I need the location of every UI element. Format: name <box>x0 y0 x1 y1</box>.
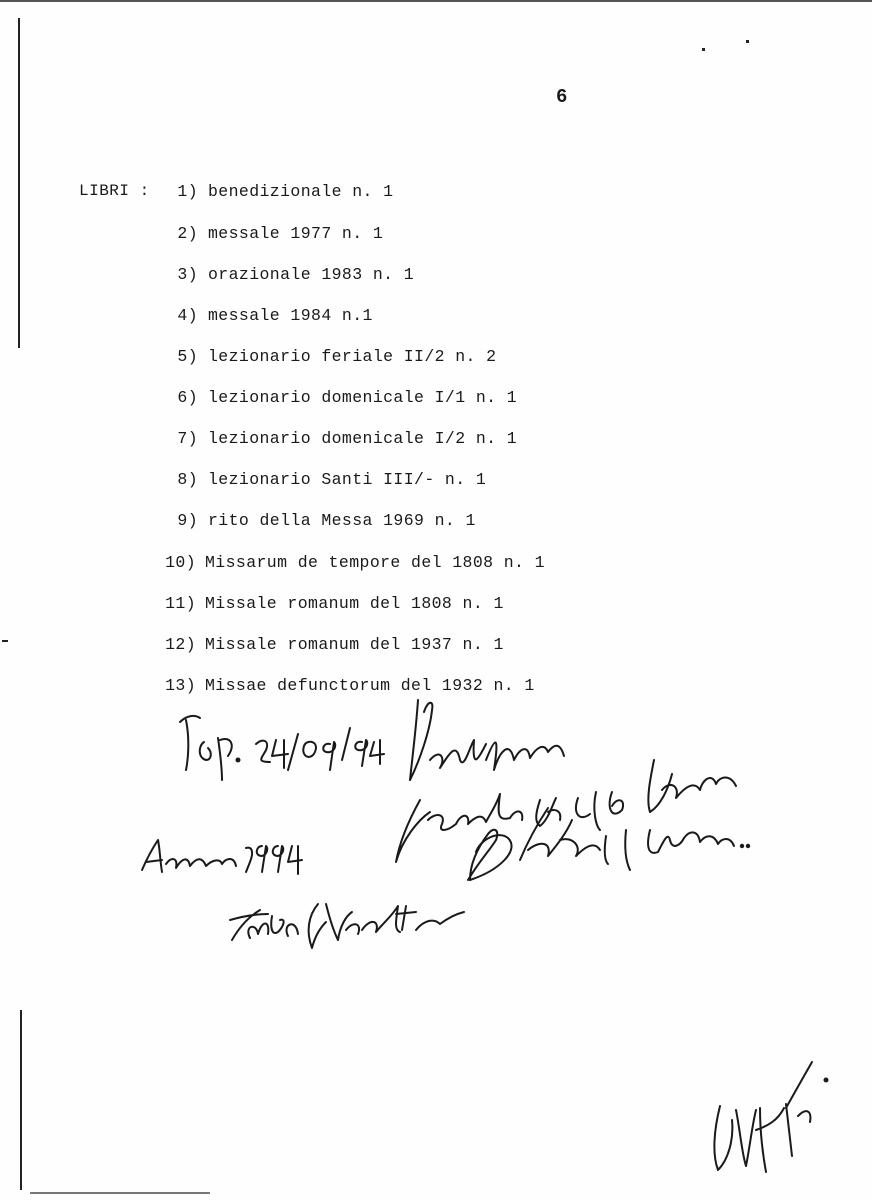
item-text: lezionario Santi III/- n. 1 <box>208 470 487 489</box>
item-text: orazionale 1983 n. 1 <box>208 265 415 284</box>
handwritten-signature <box>396 700 736 862</box>
scan-edge-line <box>20 1010 22 1190</box>
item-number: 1) <box>177 182 198 201</box>
section-label: LIBRI : <box>79 182 150 200</box>
scan-bottom-line <box>30 1192 210 1194</box>
item-text: Missarum de tempore del 1808 n. 1 <box>205 553 545 572</box>
item-number: 2) <box>177 224 198 243</box>
item-number: 10) <box>165 553 196 572</box>
item-number: 8) <box>177 470 198 489</box>
scan-top-line <box>0 0 872 2</box>
item-number: 12) <box>165 635 196 654</box>
item-text: Missale romanum del 1808 n. 1 <box>205 594 504 613</box>
item-text: lezionario domenicale I/2 n. 1 <box>208 429 518 448</box>
handwritten-initials <box>714 1062 827 1172</box>
page-number: 6 <box>556 86 568 108</box>
handwritten-year-note <box>142 840 302 874</box>
handwritten-signature <box>230 904 464 948</box>
item-text: benedizionale n. 1 <box>208 182 394 201</box>
item-number: 7) <box>177 429 198 448</box>
item-number: 11) <box>165 594 196 613</box>
item-number: 13) <box>165 676 196 695</box>
scan-dot <box>702 48 705 51</box>
item-number: 5) <box>177 347 198 366</box>
item-number: 9) <box>177 511 198 530</box>
item-text: lezionario domenicale I/1 n. 1 <box>208 388 518 407</box>
item-text: Missae defunctorum del 1932 n. 1 <box>205 676 535 695</box>
scan-dot <box>746 40 749 43</box>
item-text: messale 1984 n.1 <box>208 306 373 325</box>
handwritten-signature <box>468 808 749 880</box>
item-number: 6) <box>177 388 198 407</box>
handwritten-date-note <box>180 716 384 780</box>
item-text: Missale romanum del 1937 n. 1 <box>205 635 504 654</box>
item-text: rito della Messa 1969 n. 1 <box>208 511 476 530</box>
item-number: 3) <box>177 265 198 284</box>
item-text: messale 1977 n. 1 <box>208 224 384 243</box>
item-number: 4) <box>177 306 198 325</box>
item-text: lezionario feriale II/2 n. 2 <box>208 347 497 366</box>
